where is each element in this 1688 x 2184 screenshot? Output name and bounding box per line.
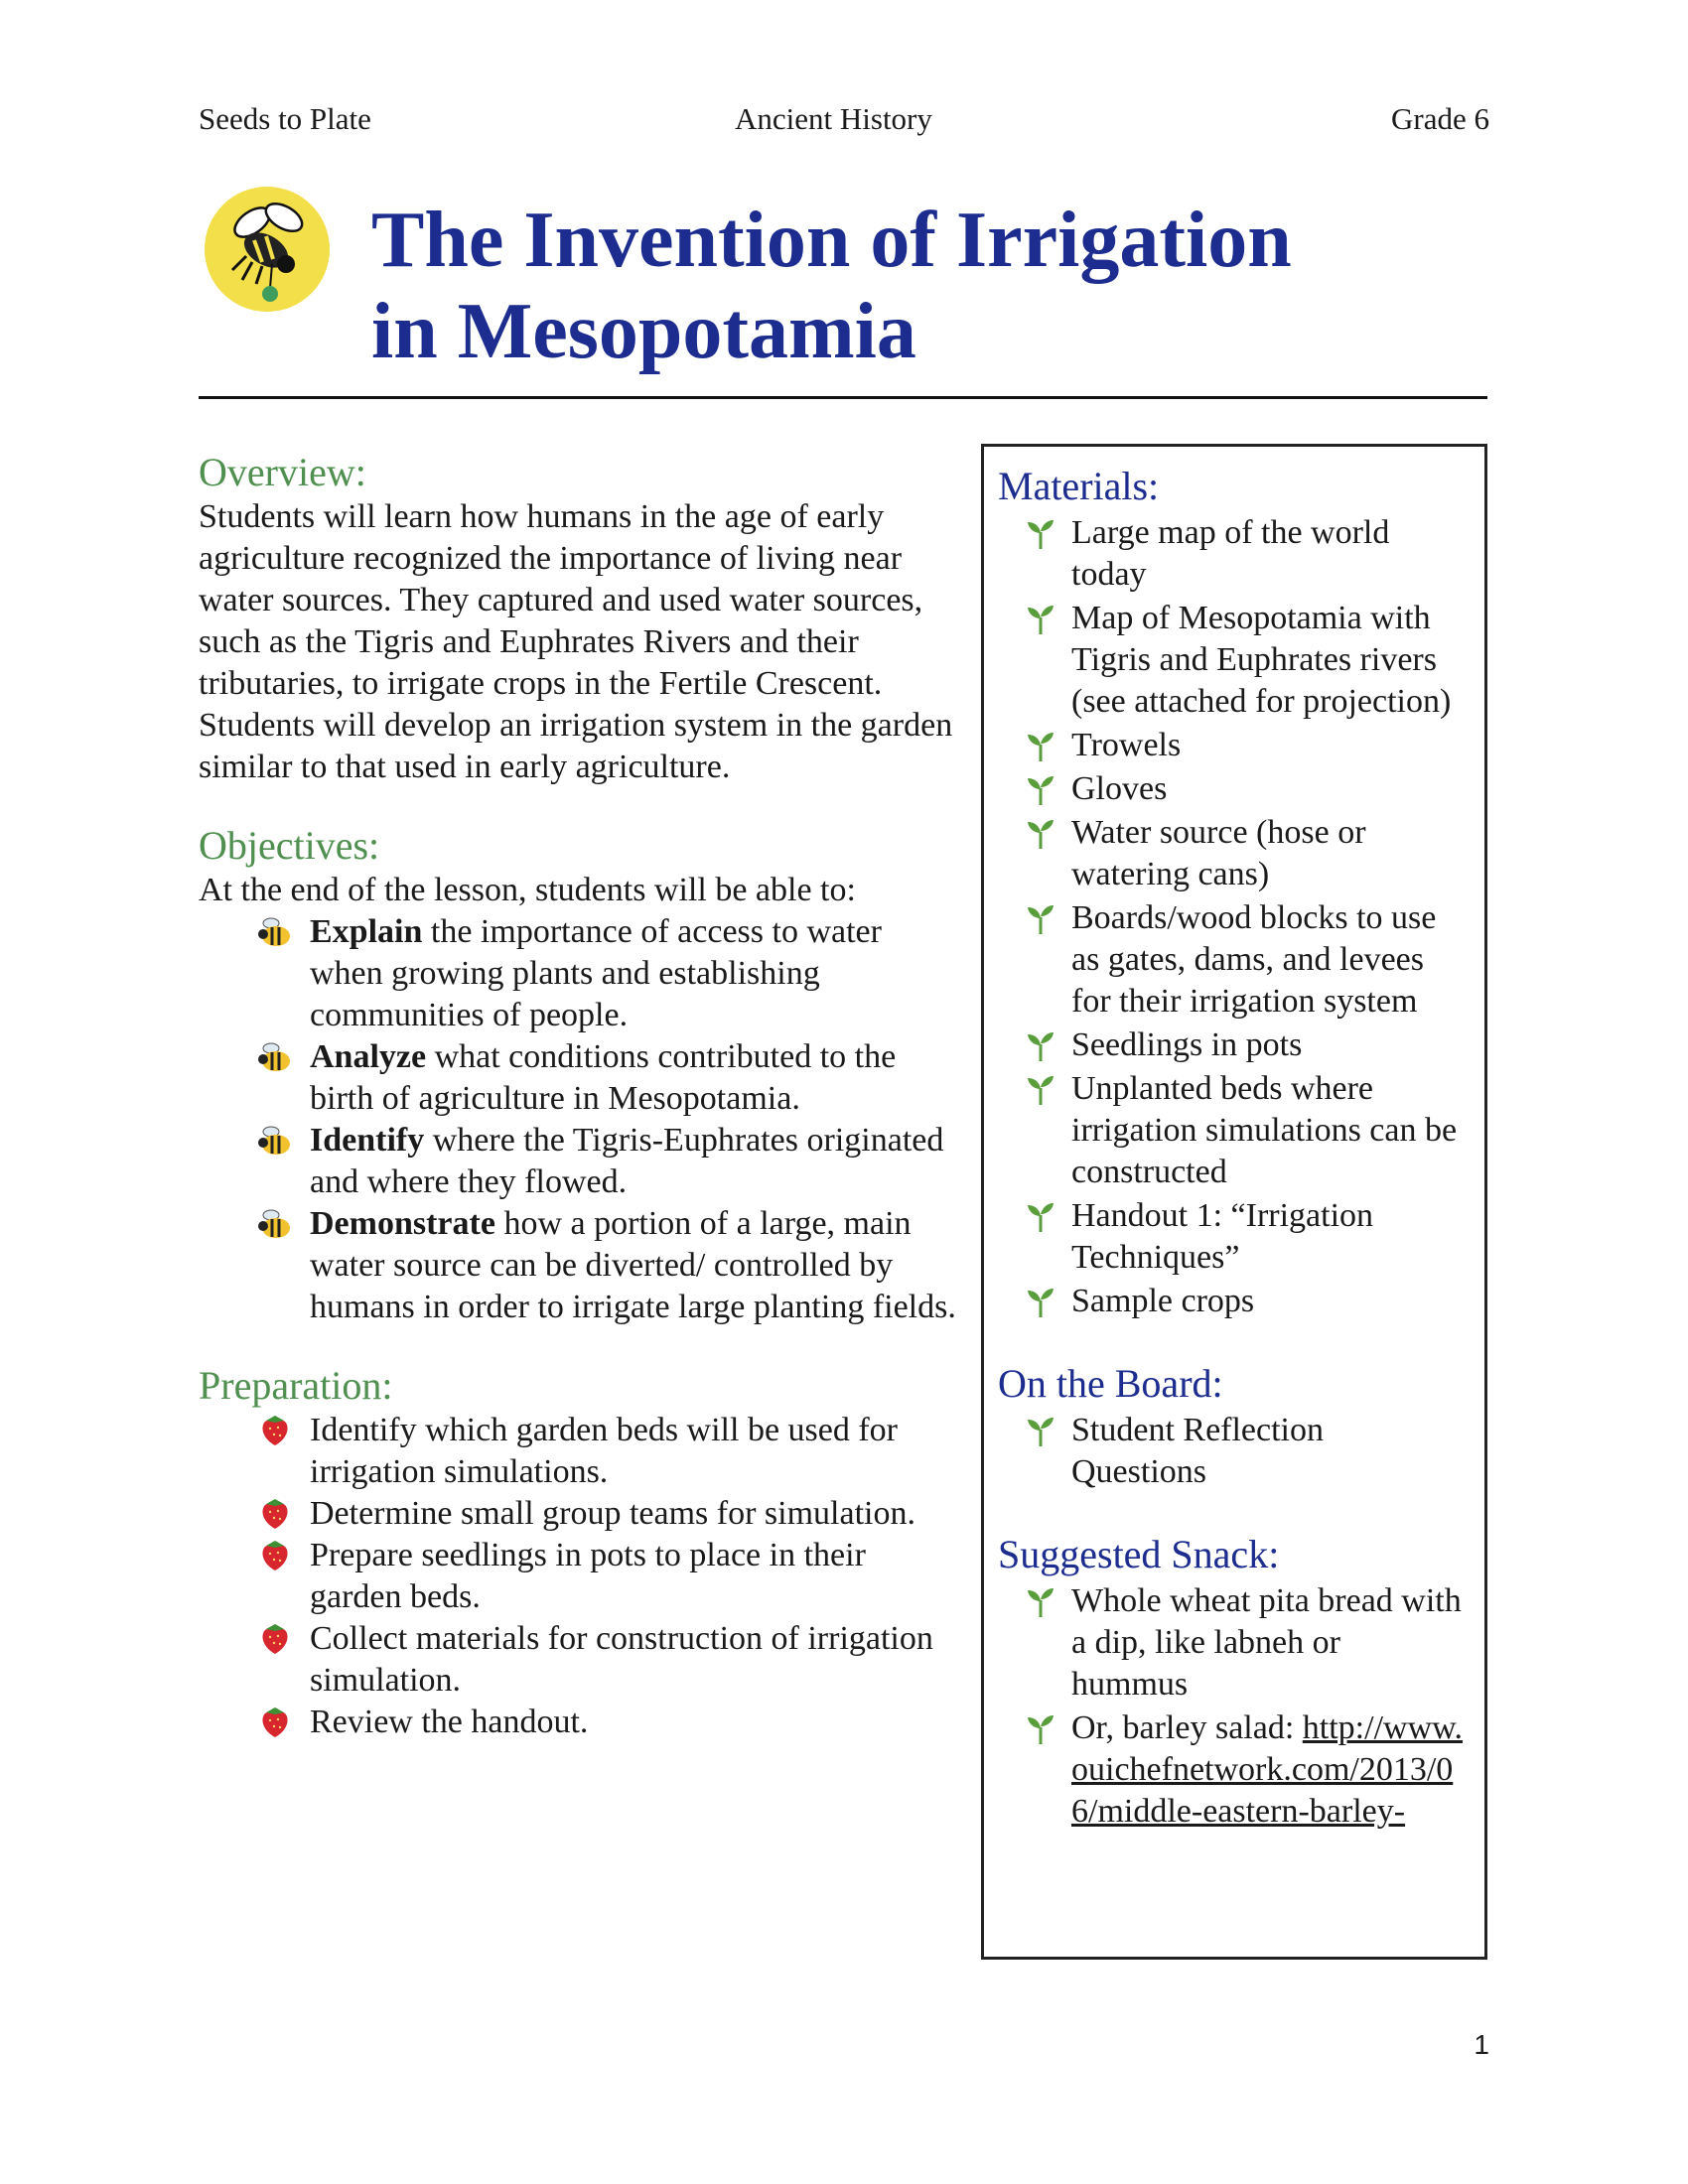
material-text: Large map of the world today — [1071, 514, 1390, 593]
material-item — [998, 1068, 1465, 1193]
sprout-icon — [1026, 1030, 1055, 1062]
objective-item — [254, 911, 963, 1036]
header-grade: Grade 6 — [1391, 101, 1489, 136]
snack-heading: Suggested Snack: — [998, 1532, 1280, 1576]
material-text: Trowels — [1071, 727, 1182, 763]
title-line-1: The Invention of Irrigation — [371, 197, 1292, 284]
sprout-icon — [1026, 774, 1055, 806]
sprout-icon — [1026, 731, 1055, 762]
bee-icon — [256, 1039, 294, 1075]
page-title — [371, 195, 1503, 377]
sprout-icon — [1026, 604, 1055, 635]
title-line-2: in Mesopotamia — [371, 288, 916, 375]
objective-text: where the Tigris-Euphrates originated and where they flowed. — [310, 1122, 944, 1200]
strawberry-icon — [256, 1496, 294, 1532]
materials-list — [998, 512, 1465, 1322]
material-text: Map of Mesopotamia with Tigris and Euphrates rivers (see attached for projection) — [1071, 600, 1452, 720]
material-text: Unplanted beds where irrigation simulations can be constructed — [1071, 1070, 1458, 1190]
board-text: Student Reflection Questions — [1071, 1412, 1325, 1490]
material-text: Seedlings in pots — [1071, 1026, 1303, 1063]
title-divider — [199, 396, 1487, 399]
sprout-icon — [1026, 1287, 1055, 1318]
snack-item — [998, 1580, 1465, 1706]
objectives-heading: Objectives: — [199, 823, 380, 868]
sprout-icon — [1026, 1416, 1055, 1447]
materials-heading: Materials: — [998, 464, 1160, 508]
snack-text: Or, barley salad: — [1071, 1709, 1303, 1746]
preparation-list — [254, 1410, 963, 1743]
sprout-icon — [1026, 903, 1055, 935]
snack-item — [998, 1707, 1465, 1833]
preparation-text: Collect materials for construction of irrigation simulation. — [310, 1620, 933, 1699]
objectives-intro: At the end of the lesson, students will be able to: — [199, 872, 856, 908]
sprout-icon — [1026, 1713, 1055, 1745]
objective-text: how a portion of a large, main water source can be diverted/ controlled by humans in order to irrigate large planting fields. — [310, 1205, 956, 1325]
bee-icon — [256, 1206, 294, 1242]
board-item — [998, 1410, 1465, 1493]
preparation-text: Determine small group teams for simulation. — [310, 1495, 915, 1532]
bee-icon — [256, 1123, 294, 1159]
material-item — [998, 1195, 1465, 1279]
strawberry-icon — [256, 1621, 294, 1657]
header-program: Seeds to Plate — [199, 101, 371, 136]
material-item — [998, 1281, 1465, 1322]
recipe-link[interactable]: http://www.ouichefnetwork.com/2013/06/middle-eastern-barley- — [1071, 1709, 1463, 1830]
material-text: Handout 1: “Irrigation Techniques” — [1071, 1197, 1374, 1276]
header-subject: Ancient History — [735, 101, 932, 136]
left-column — [199, 449, 963, 1743]
sprout-icon — [1026, 518, 1055, 550]
material-item — [998, 812, 1465, 895]
objectives-list — [254, 911, 963, 1328]
sprout-icon — [1026, 1586, 1055, 1618]
objective-text: the importance of access to water when growing plants and establishing communities of people. — [310, 913, 882, 1033]
board-list — [998, 1410, 1465, 1493]
material-item — [998, 1024, 1465, 1066]
material-item — [998, 768, 1465, 810]
preparation-text: Review the handout. — [310, 1704, 589, 1740]
preparation-item — [254, 1702, 963, 1743]
sprout-icon — [1026, 1201, 1055, 1233]
objective-item — [254, 1120, 963, 1203]
objective-verb: Identify — [310, 1122, 425, 1159]
bee-logo-icon — [203, 185, 332, 314]
objective-verb: Analyze — [310, 1038, 427, 1075]
preparation-item — [254, 1493, 963, 1535]
snack-text: Whole wheat pita bread with a dip, like labneh or hummus — [1071, 1582, 1462, 1703]
material-text: Gloves — [1071, 770, 1168, 807]
page-number: 1 — [1474, 2029, 1489, 2060]
overview-text: Students will learn how humans in the age of early agriculture recognized the importance of living near water sources. They captured and used water sources, such as the Tigris and Euphrates Rivers and their tributaries, to irrigate crops in the Fertile Crescent. Students will develop an irrigation system in the garden similar to that used in early agriculture. — [199, 498, 953, 785]
sprout-icon — [1026, 1074, 1055, 1106]
sprout-icon — [1026, 818, 1055, 850]
bee-icon — [256, 914, 294, 950]
strawberry-icon — [256, 1705, 294, 1740]
preparation-text: Identify which garden beds will be used for irrigation simulations. — [310, 1412, 898, 1490]
materials-box — [981, 444, 1487, 1960]
objective-verb: Explain — [310, 913, 423, 950]
strawberry-icon — [256, 1538, 294, 1573]
material-item — [998, 725, 1465, 766]
overview-heading: Overview: — [199, 450, 366, 494]
material-text: Water source (hose or watering cans) — [1071, 814, 1366, 892]
preparation-heading: Preparation: — [199, 1363, 393, 1408]
objective-text: what conditions contributed to the birth of agriculture in Mesopotamia. — [310, 1038, 897, 1117]
board-heading: On the Board: — [998, 1361, 1223, 1406]
snack-list — [998, 1580, 1465, 1833]
objective-item — [254, 1036, 963, 1120]
material-item — [998, 512, 1465, 596]
strawberry-icon — [256, 1413, 294, 1448]
preparation-item — [254, 1618, 963, 1702]
objective-verb: Demonstrate — [310, 1205, 495, 1242]
material-item — [998, 897, 1465, 1023]
objective-item — [254, 1203, 963, 1328]
preparation-item — [254, 1410, 963, 1493]
preparation-text: Prepare seedlings in pots to place in their garden beds. — [310, 1537, 866, 1615]
material-text: Sample crops — [1071, 1283, 1255, 1319]
material-item — [998, 598, 1465, 723]
preparation-item — [254, 1535, 963, 1618]
material-text: Boards/wood blocks to use as gates, dams, and levees for their irrigation system — [1071, 899, 1437, 1020]
